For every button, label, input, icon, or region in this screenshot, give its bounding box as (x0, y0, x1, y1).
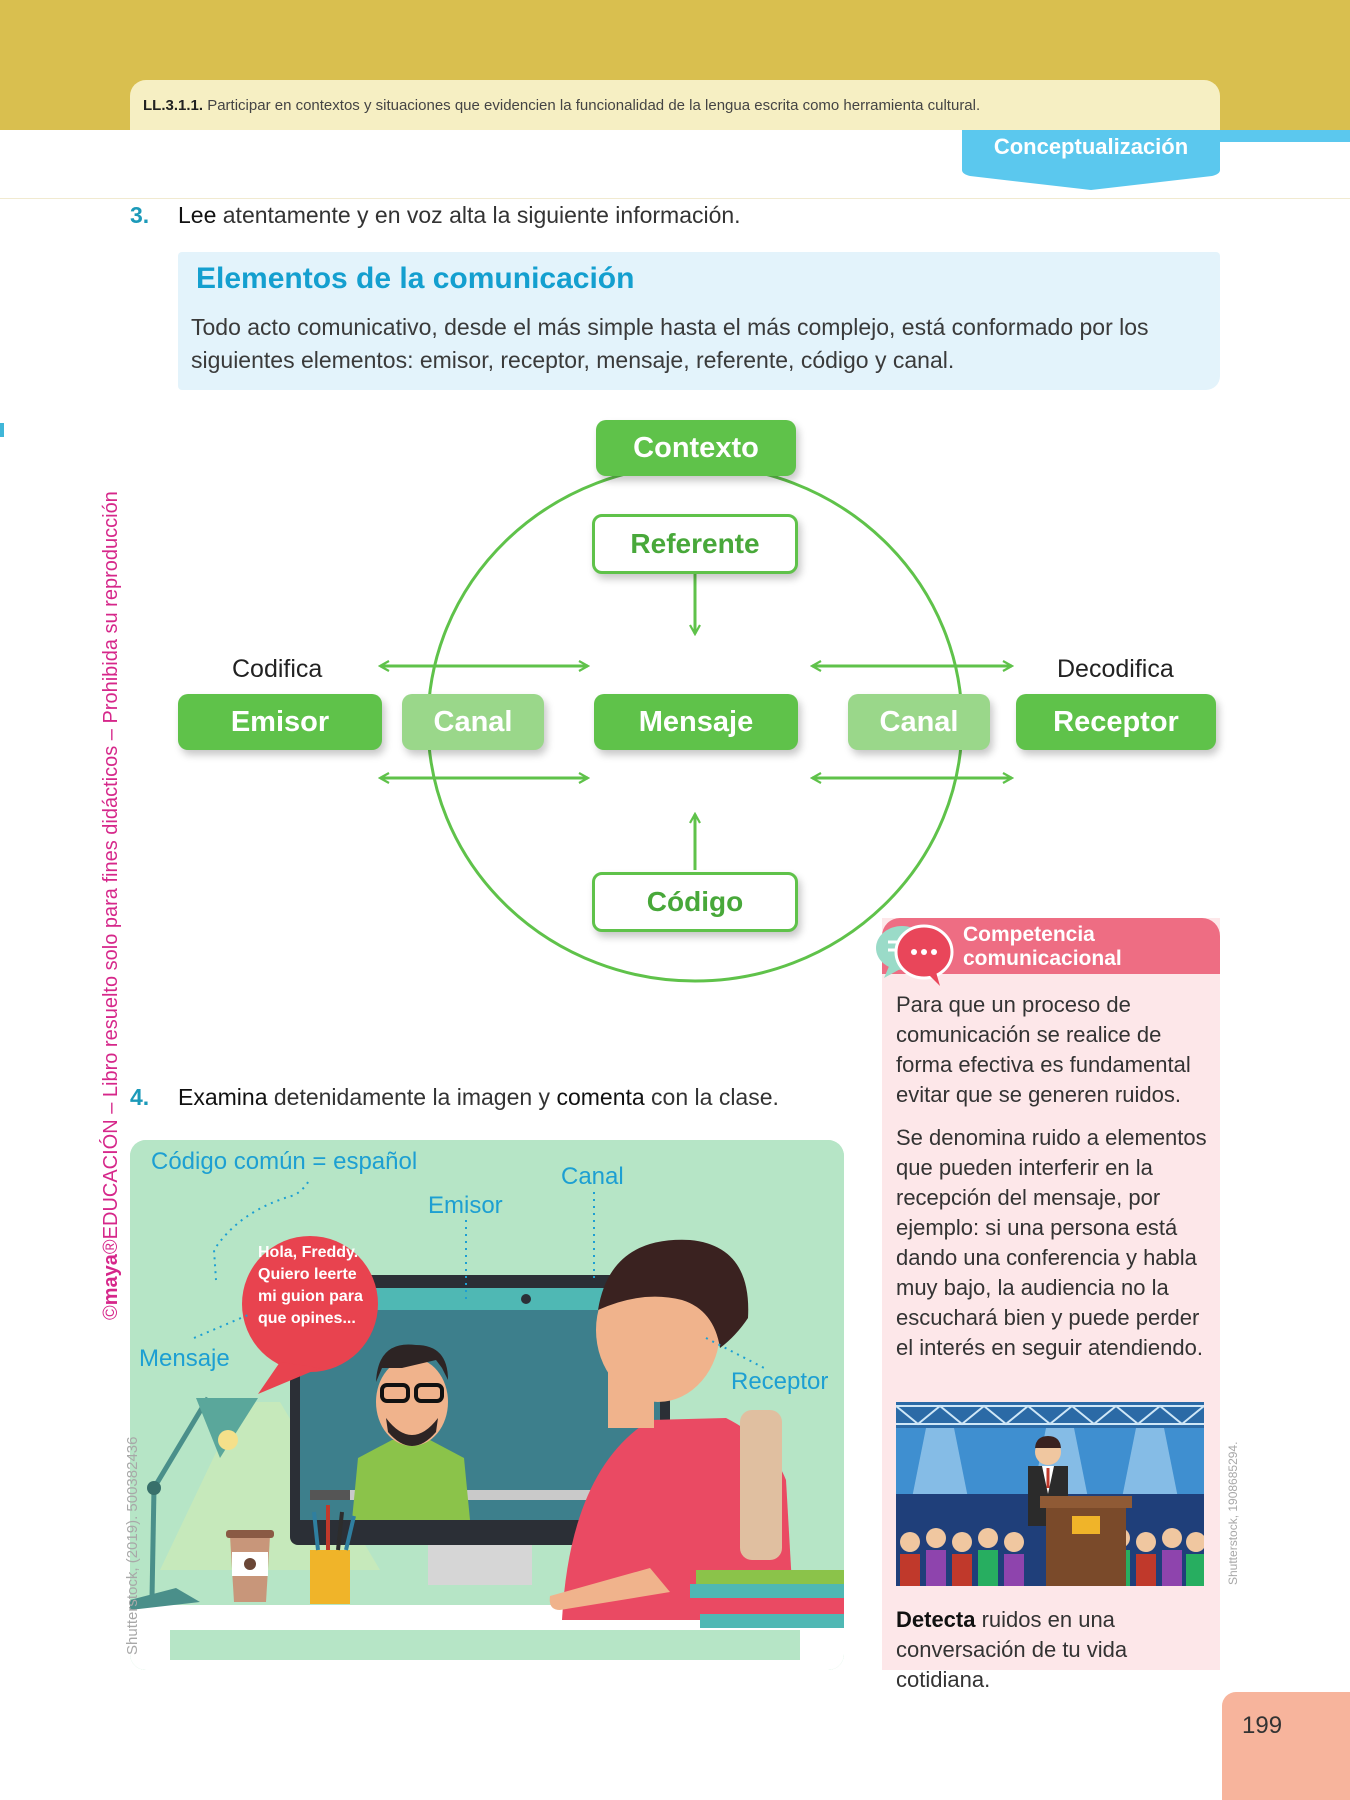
node-referent: Referente (592, 514, 798, 574)
speech-bubble-text: Hola, Freddy. Quiero leerte mi guion para que opines... (258, 1244, 363, 1327)
competence-paragraph-2: Se denomina ruido a elementos que pueden interferir en la recepción del mensaje, por ejemplo: si una persona está dando una conferencia y habla muy bajo, la audiencia no la escuchará bien y puede perder el interés en seguir atendiendo. (896, 1125, 1207, 1360)
caption-receiver: Receptor (731, 1368, 829, 1395)
node-message: Mensaje (594, 694, 798, 750)
info-body: Todo acto comunicativo, desde el más simple hasta el más complejo, está conformado por los siguientes elementos: emisor, receptor, mensaje, referente, código y canal. (191, 314, 1149, 373)
illustration-credit: Shutterstock, (2019). 500382436 (124, 1436, 141, 1655)
competence-title-line-2: comunicacional (963, 947, 1122, 970)
label-decodes: Decodifica (1057, 655, 1174, 683)
podium (1046, 1502, 1126, 1586)
copyright-notice (100, 491, 123, 1320)
photo-credit: Shutterstock, 1908685294. (1226, 1441, 1240, 1585)
step-4-number: 4. (130, 1084, 150, 1110)
step-3-number: 3. (130, 202, 150, 228)
competence-task-rest: ruidos en una conversación de tu vida cotidiana. (896, 1607, 1128, 1692)
skill-code: LL.3.1.1. (143, 97, 204, 114)
node-code: Código (592, 872, 798, 932)
step-3-rest: atentamente y en voz alta la siguiente información. (216, 202, 741, 228)
node-channel-left: Canal (402, 694, 544, 750)
caption-message: Mensaje (139, 1345, 230, 1372)
skill-text: Participar en contextos y situaciones que evidencien la funcionalidad de la lengua escrita como herramienta cultural. (207, 97, 981, 114)
page-number: 199 (1242, 1712, 1283, 1739)
info-title: Elementos de la comunicación (196, 262, 635, 295)
caption-common-code: Código común = español (151, 1148, 418, 1175)
brand-name: maya (100, 1254, 122, 1306)
competence-title (963, 923, 1122, 971)
label-encodes: Codifica (232, 655, 323, 683)
step-4-end: con la clase. (644, 1084, 779, 1110)
competence-task (896, 1605, 1212, 1695)
chat-bubbles-icon (866, 918, 966, 988)
page-number-tab (1222, 1692, 1350, 1800)
section-tab: Conceptualización (993, 134, 1189, 159)
notice-text: EDUCACIÓN – Libro resuelto solo para fines didácticos – Prohibida su reproducción (100, 491, 122, 1240)
step-4-mid: detenidamente la imagen y (267, 1084, 557, 1110)
copyright-symbol: © (100, 1305, 122, 1320)
competence-task-verb: Detecta (896, 1607, 976, 1632)
step-4-verb-2: comenta (556, 1084, 645, 1110)
competence-title-line-1: Competencia (963, 923, 1095, 946)
caption-emitter: Emisor (428, 1192, 503, 1219)
skill-statement (143, 97, 980, 114)
node-channel-right: Canal (848, 694, 990, 750)
step-4-verb-1: Examina (178, 1084, 268, 1110)
edge-marker (0, 423, 4, 437)
emitter-person (352, 1440, 470, 1520)
books (696, 1570, 844, 1584)
registered-mark: ® (100, 1239, 122, 1255)
caption-channel: Canal (561, 1163, 624, 1190)
node-context: Contexto (596, 420, 796, 476)
competence-paragraph-1: Para que un proceso de comunicación se realice de forma efectiva es fundamental evitar que se generen ruidos. (896, 992, 1191, 1107)
conference-photo (896, 1402, 1204, 1586)
pencil-cup (310, 1550, 350, 1604)
step-3-verb: Lee (178, 202, 217, 228)
node-receiver: Receptor (1016, 694, 1216, 750)
header-divider (0, 198, 1350, 199)
node-emitter: Emisor (178, 694, 382, 750)
step-4-instruction (178, 1084, 779, 1111)
step-3-instruction (178, 202, 741, 229)
